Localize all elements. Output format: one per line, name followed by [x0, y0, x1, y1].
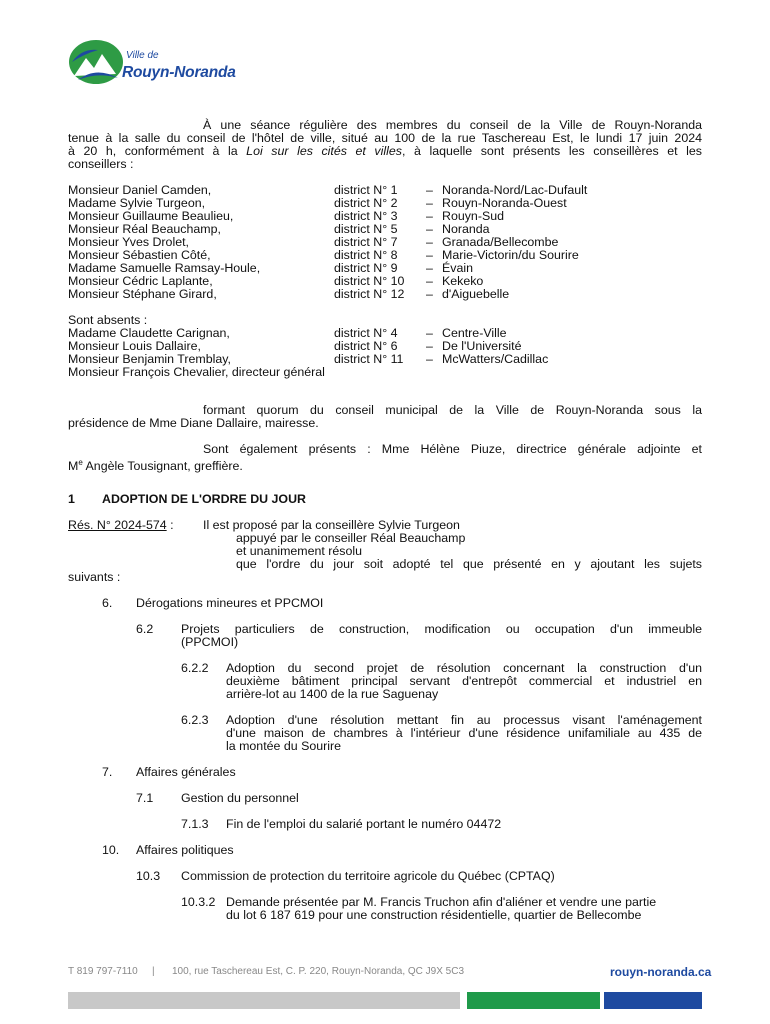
item-label: Adoption d'une résolution mettant fin au processus visant l'aménagement — [226, 713, 702, 727]
item-number: 7.1.3 — [181, 817, 209, 831]
footer-bar-green — [467, 992, 600, 1009]
item-label: Gestion du personnel — [181, 791, 299, 805]
item-label: deuxième bâtiment principal servant d'entrepôt commercial et industriel en — [226, 674, 702, 688]
item-label: la montée du Sourire — [226, 739, 342, 753]
item-number: 7.1 — [136, 791, 154, 805]
logo-text-big: Rouyn-Noranda — [122, 64, 236, 81]
law-title: Loi sur les cités et villes — [246, 144, 402, 158]
item-label: Affaires politiques — [136, 843, 234, 857]
resolution-line-4: que l'ordre du jour soit adopté tel que présenté en y ajoutant les sujets — [236, 557, 702, 571]
item-label: Projets particuliers de construction, modification ou occupation d'un immeuble — [181, 622, 702, 636]
intro-line-1: À une séance régulière des membres du conseil de la Ville de Rouyn-Noranda — [203, 118, 702, 132]
absent-row: Madame Claudette Carignan, district N° 4 – Centre-Ville — [68, 326, 507, 340]
item-label: Dérogations mineures et PPCMOI — [136, 596, 324, 610]
intro-line-2: tenue à la salle du conseil de l'hôtel de ville, situé au 100 de la rue Taschereau Est, le lundi 17 juin 2024 — [68, 131, 702, 145]
intro-line-3c: , à laquelle sont présents les conseillères et les — [401, 144, 702, 158]
intro-line-3 — [68, 145, 702, 158]
quorum-line-2: présidence de Mme Diane Dallaire, mairesse. — [68, 416, 319, 430]
footer-address: 100, rue Taschereau Est, C. P. 220, Rouyn-Noranda, QC J9X 5C3 — [172, 966, 465, 977]
member-row: Monsieur Cédric Laplante, district N° 10 – Kekeko — [68, 274, 484, 288]
member-row: Monsieur Daniel Camden, district N° 1 – Noranda-Nord/Lac-Dufault — [68, 183, 588, 197]
also-present-line-1: Sont également présents : Mme Hélène Piuze, directrice générale adjointe et — [203, 442, 702, 456]
item-label: du lot 6 187 619 pour une construction résidentielle, quartier de Bellecombe — [226, 908, 642, 922]
member-row: Monsieur Guillaume Beaulieu, district N° 3 – Rouyn-Sud — [68, 209, 504, 223]
member-row: Monsieur Sébastien Côté, district N° 8 – Marie-Victorin/du Sourire — [68, 248, 579, 262]
item-number: 6.2 — [136, 622, 154, 636]
section-title: ADOPTION DE L'ORDRE DU JOUR — [102, 492, 306, 506]
absent-extra: Monsieur François Chevalier, directeur général — [68, 365, 325, 379]
member-row: Monsieur Yves Drolet, district N° 7 – Granada/Bellecombe — [68, 235, 559, 249]
logo-emblem-icon — [68, 36, 128, 92]
resolution-line-3: et unanimement résolu — [236, 544, 363, 558]
item-number: 6.2.2 — [181, 661, 209, 675]
resolution-line-1: Il est proposé par la conseillère Sylvie Turgeon — [203, 518, 460, 532]
member-row: Madame Samuelle Ramsay-Houle, district N° 9 – Évain — [68, 261, 473, 275]
item-number: 10.3.2 — [181, 895, 216, 909]
item-label: d'une maison de chambres à l'intérieur d'une résidence unifamiliale au 435 de — [226, 726, 702, 740]
footer-separator: | — [152, 966, 155, 977]
footer-bar-gray — [68, 992, 460, 1009]
item-number: 7. — [102, 765, 113, 779]
intro-line-3a: à 20 h, conformément à la — [68, 144, 247, 158]
resolution-line-5: suivants : — [68, 570, 121, 584]
absent-row: Monsieur Benjamin Tremblay, district N° 11 – McWatters/Cadillac — [68, 352, 549, 366]
item-label: (PPCMOI) — [181, 635, 239, 649]
footer-bar-blue — [604, 992, 702, 1009]
resolution-ref: Rés. N° 2024-574 : — [68, 518, 174, 532]
member-row: Madame Sylvie Turgeon, district N° 2 – Rouyn-Noranda-Ouest — [68, 196, 567, 210]
also-present-line-2: Me Angèle Tousignant, greffière. — [68, 458, 243, 474]
section-number: 1 — [68, 492, 75, 506]
absent-row: Monsieur Louis Dallaire, district N° 6 – De l'Université — [68, 339, 522, 353]
item-number: 10.3 — [136, 869, 161, 883]
city-logo — [68, 36, 263, 92]
item-label: Demande présentée par M. Francis Truchon afin d'aliéner et vendre une partie — [226, 895, 657, 909]
resolution-line-2: appuyé par le conseiller Réal Beauchamp — [236, 531, 466, 545]
item-label: Fin de l'emploi du salarié portant le numéro 04472 — [226, 817, 502, 831]
item-label: arrière-lot au 1400 de la rue Saguenay — [226, 687, 439, 701]
member-row: Monsieur Stéphane Girard, district N° 12 – d'Aiguebelle — [68, 287, 510, 301]
member-row: Monsieur Réal Beauchamp, district N° 5 – Noranda — [68, 222, 490, 236]
item-label: Adoption du second projet de résolution concernant la construction d'un — [226, 661, 702, 675]
absent-title: Sont absents : — [68, 313, 148, 327]
item-number: 6.2.3 — [181, 713, 209, 727]
footer-website-link[interactable]: rouyn-noranda.ca — [610, 965, 712, 979]
item-number: 6. — [102, 596, 113, 610]
item-number: 10. — [102, 843, 120, 857]
footer-phone: T 819 797-7110 — [68, 966, 138, 977]
item-label: Commission de protection du territoire agricole du Québec (CPTAQ) — [181, 869, 555, 883]
item-label: Affaires générales — [136, 765, 236, 779]
logo-text-small: Ville de — [126, 50, 159, 61]
intro-line-4: conseillers : — [68, 157, 134, 171]
quorum-line-1: formant quorum du conseil municipal de la Ville de Rouyn-Noranda sous la — [203, 403, 702, 417]
